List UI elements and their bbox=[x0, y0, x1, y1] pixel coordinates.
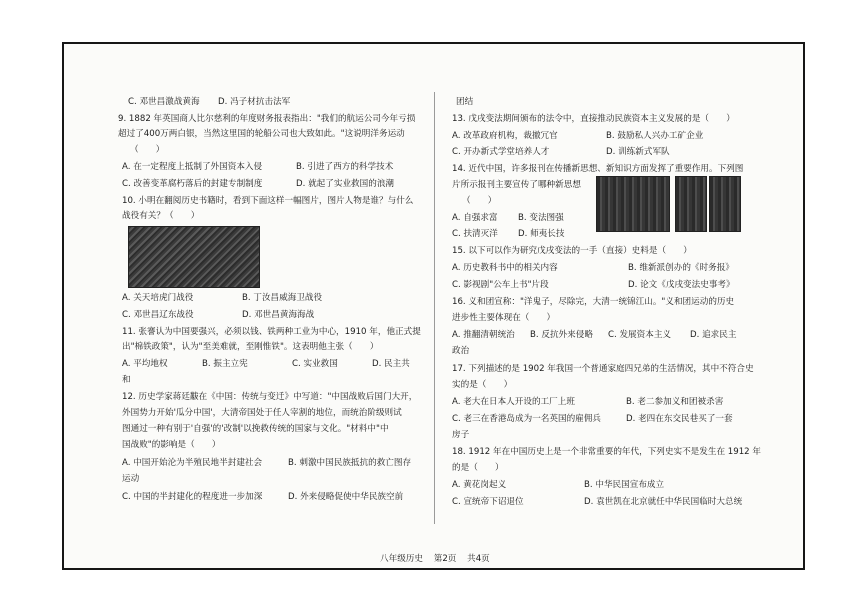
question-17-text: 实的是（ ） bbox=[452, 380, 513, 390]
option-b: B. 鼓励私人兴办工矿企业 bbox=[606, 131, 704, 141]
option-c: C. 影视剧"公车上书"片段 bbox=[452, 280, 549, 290]
option-d: D. 老四在东交民巷买了一套 bbox=[626, 414, 733, 424]
option-a: A. 历史教科书中的相关内容 bbox=[452, 263, 558, 273]
question-12-text: 国战败"的影响是（ ） bbox=[122, 440, 221, 450]
footer-page-number: 第2页 bbox=[433, 554, 457, 564]
option-c: C. 中国的半封建化的程度进一步加深 bbox=[122, 492, 263, 502]
question-17-text: 17. 下列描述的是 1902 年我国一个普通家庭四兄弟的生活情况，其中不符合史 bbox=[452, 364, 754, 374]
option-a: A. 推翻清朝统治 bbox=[452, 330, 515, 340]
question-16-text: 进步性主要体现在（ ） bbox=[452, 313, 556, 323]
option-a: A. 平均地权 bbox=[122, 359, 168, 369]
footer-total-pages: 共4页 bbox=[467, 554, 490, 564]
question-14-text: 片所示报刊主要宣传了哪种新思想 bbox=[452, 180, 581, 190]
option-a: A. 关天培虎门战役 bbox=[122, 293, 194, 303]
column-divider bbox=[434, 92, 435, 524]
footer-subject: 八年级历史 bbox=[380, 554, 423, 564]
question-12-text: 图通过一种有别于'自强'的'改制'以挽救传统的国家与文化。"材料中"中 bbox=[122, 424, 389, 434]
option-b: B. 变法图强 bbox=[518, 213, 564, 223]
question-10-text: 战役有关？（ ） bbox=[122, 211, 200, 221]
answer-blank: （ ） bbox=[130, 145, 165, 155]
option-b: B. 引进了西方的科学技术 bbox=[296, 162, 394, 172]
option-c: C. 扶清灭洋 bbox=[452, 229, 498, 239]
option-c: C. 邓世昌激战黄海 bbox=[128, 97, 200, 107]
question-18-text: 的是（ ） bbox=[452, 463, 504, 473]
option-a: A. 自强求富 bbox=[452, 213, 498, 223]
option-a: A. 中国开始沦为半殖民地半封建社会 bbox=[122, 458, 263, 468]
option-d: D. 外来侵略促使中华民族空前 bbox=[288, 492, 404, 502]
option-b: B. 刺激中国民族抵抗的救亡图存 bbox=[288, 458, 412, 468]
option-c: C. 开办新式学堂培养人才 bbox=[452, 147, 550, 157]
option-b: B. 中华民国宣布成立 bbox=[584, 480, 665, 490]
option-d: D. 冯子材抗击法军 bbox=[218, 97, 291, 107]
option-b: B. 反抗外来侵略 bbox=[530, 330, 593, 340]
option-d: D. 训练新式军队 bbox=[606, 147, 670, 157]
option-continuation: 政治 bbox=[452, 346, 470, 356]
newspaper-photo bbox=[596, 176, 670, 232]
option-d: D. 追求民主 bbox=[690, 330, 737, 340]
option-b: B. 振主立宪 bbox=[202, 359, 248, 369]
newspaper-photo bbox=[675, 176, 707, 232]
option-a: A. 改革政府机构，裁撤冗官 bbox=[452, 131, 558, 141]
question-10-text: 10. 小明在翻阅历史书籍时，看到下面这样一幅图片，图片人物是谁？与什么 bbox=[122, 196, 414, 206]
option-c: C. 邓世昌辽东战役 bbox=[122, 310, 194, 320]
option-d: D. 师夷长技 bbox=[518, 229, 565, 239]
option-b: B. 丁汝昌威海卫战役 bbox=[242, 293, 323, 303]
question-12-text: 12. 历史学家蒋廷黻在《中国：传统与变迁》中写道："中国战败后国门大开， bbox=[122, 392, 418, 402]
option-continuation: 运动 bbox=[122, 474, 140, 484]
question-11-text: 11. 张謇认为中国要强兴，必须以钱、铁两种工业为中心，1910 年，他正式提 bbox=[122, 327, 421, 337]
question-11-text: 出"棉铁政策"，认为"至美难就，至刚惟铁"。这表明他主张（ ） bbox=[122, 342, 379, 352]
option-b: B. 维新派创办的《时务报》 bbox=[628, 263, 734, 273]
historical-photo bbox=[128, 226, 260, 288]
question-9-text: 超过了400万两白银，当然这里国的轮船公司也大致如此。"这说明洋务运动 bbox=[118, 129, 405, 139]
question-12-text: 外国势力开始'瓜分中国'，大清帝国处于任人宰割的地位，而统治阶级则试 bbox=[122, 408, 402, 418]
option-c: C. 实业救国 bbox=[292, 359, 338, 369]
option-continuation: 房子 bbox=[452, 430, 470, 440]
option-c: C. 发展资本主义 bbox=[608, 330, 672, 340]
question-15-text: 15. 以下可以作为研究戊戌变法的一手（直接）史料是（ ） bbox=[452, 246, 692, 256]
option-d: D. 就起了实业救国的浪潮 bbox=[296, 179, 395, 189]
option-a: A. 黄花岗起义 bbox=[452, 480, 507, 490]
question-9-text: 9. 1882 年英国商人比尔慈利的年度财务报表指出："我们的航运公司今年亏损 bbox=[118, 114, 416, 124]
newspaper-photo bbox=[709, 176, 741, 232]
continuation-text: 团结 bbox=[456, 97, 474, 107]
option-d: D. 民主共 bbox=[372, 359, 410, 369]
question-14-text: 14. 近代中国，许多报刊在传播新思想、新知识方面发挥了重要作用。下列图 bbox=[452, 164, 744, 174]
option-c: C. 宣统帝下诏退位 bbox=[452, 497, 524, 507]
question-18-text: 18. 1912 年在中国历史上是一个非常重要的年代，下列史实不是发生在 1912 年 bbox=[452, 447, 761, 457]
option-c: C. 老三在香港岛成为一名英国的雇佣兵 bbox=[452, 414, 601, 424]
option-a: A. 老大在日本人开设的工厂上班 bbox=[452, 397, 575, 407]
option-c: C. 改善变革腐朽落后的封建专制制度 bbox=[122, 179, 263, 189]
option-d: D. 邓世昌黄海海战 bbox=[242, 310, 315, 320]
option-b: B. 老二参加义和团被杀害 bbox=[626, 397, 724, 407]
option-d: D. 论文《戊戌变法史事考》 bbox=[628, 280, 735, 290]
option-a: A. 在一定程度上抵制了外国资本入侵 bbox=[122, 162, 263, 172]
answer-blank: （ ） bbox=[462, 196, 497, 206]
option-continuation: 和 bbox=[122, 375, 131, 385]
option-d: D. 袁世凯在北京就任中华民国临时大总统 bbox=[584, 497, 743, 507]
question-13-text: 13. 戊戌变法期间颁布的法令中，直接推动民族资本主义发展的是（ ） bbox=[452, 114, 735, 124]
page-footer bbox=[380, 552, 498, 564]
question-16-text: 16. 义和团宣称："洋鬼子，尽除完，大清一统锦江山。"义和团运动的历史 bbox=[452, 297, 735, 307]
